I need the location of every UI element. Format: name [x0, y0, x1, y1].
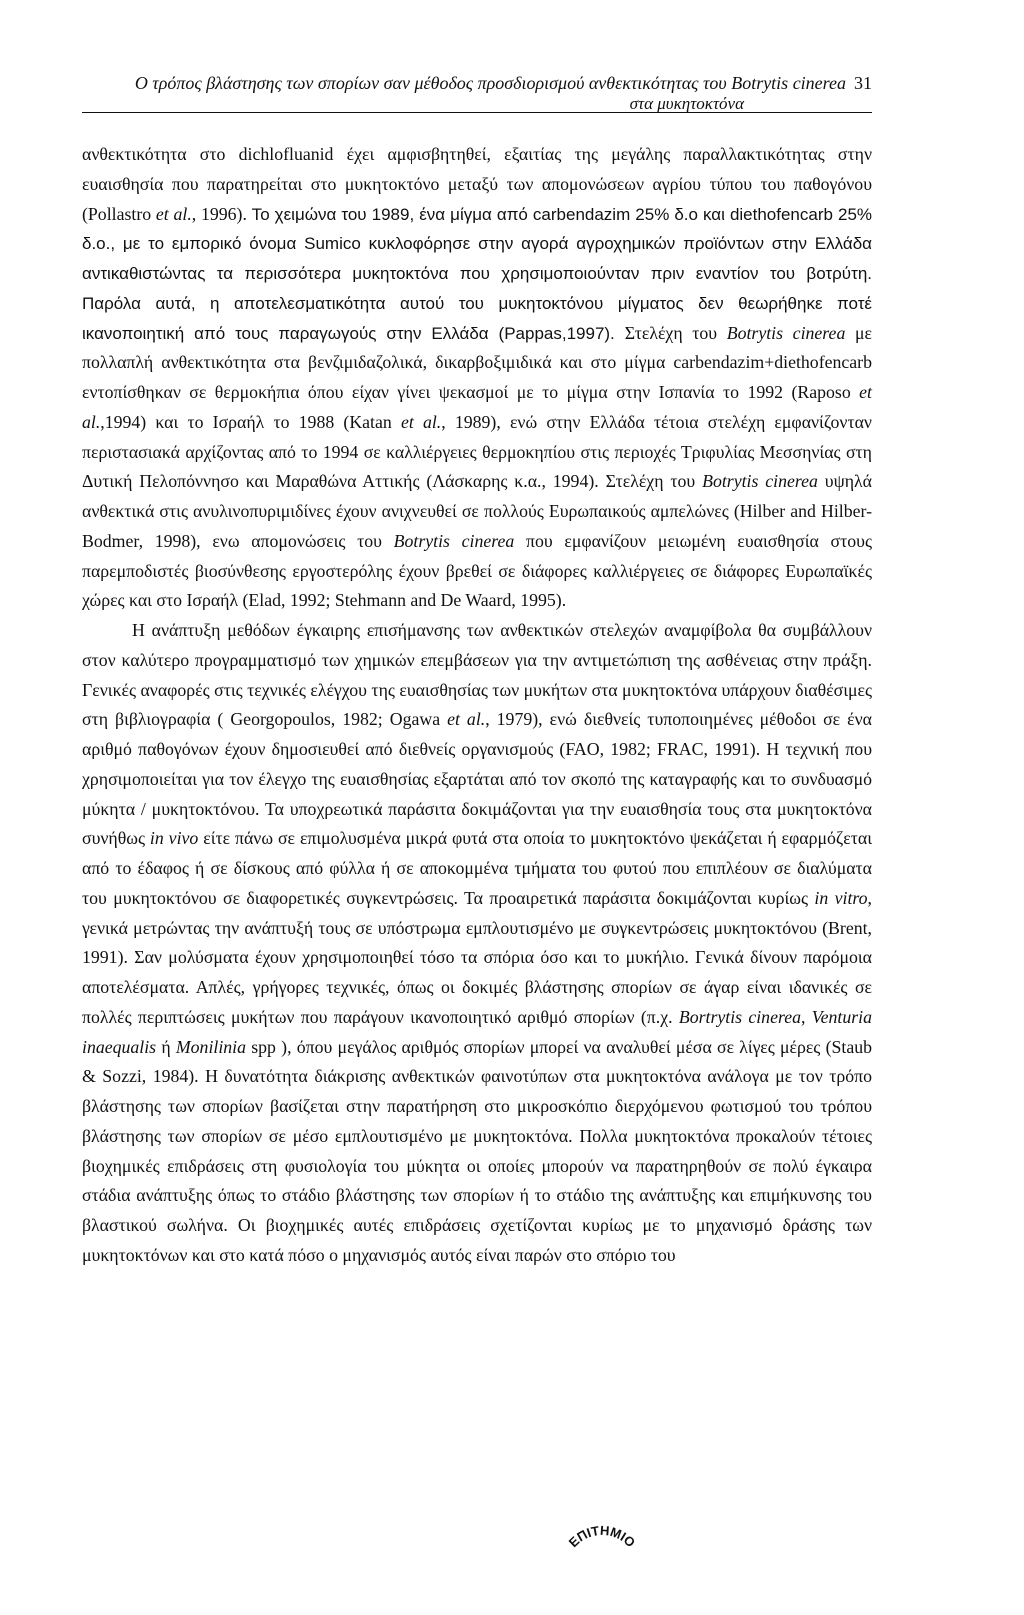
paragraph-2 [82, 616, 872, 1271]
header-rule [82, 112, 872, 113]
header-title-line1 [82, 72, 872, 94]
text-run: , 1989), ενώ στην Ελλάδα τέτοια στελέχη εμφανίζονταν περιστασιακά αρχίζοντας από το 1994 σε καλλιέργειες θερμοκηπίου στις περιοχές Τριφυλίας Μεσσηνίας στη Δυτική Πελοπόννησο και Μαραθώνα Αττικής (Λάσκαρης κ.α., 1994). Στελέχη του [82, 411, 872, 492]
text-run: Η ανάπτυξη μεθόδων έγκαιρης επισήμανσης των ανθεκτικών στελεχών αναμφίβολα θα συμβάλλουν στον καλύτερο προγραμματισμό των χημικών επεμβάσεων για την αντιμετώπιση της ασθένειας στην πράξη. Γενικές αναφορές στις τεχνικές ελέγχου της ευαισθησίας των μυκήτων στα μυκητοκτόνα υπάρχουν διαθέσιμες στη βιβλιογραφία ( Georgopoulos, 1982; Ogawa [82, 620, 873, 730]
text-run-italic: in vivo [149, 828, 199, 849]
text-run: spp ), όπου μεγάλος αριθμός σπορίων μπορεί να αναλυθεί μέσα σε λίγες μέρες (Staub & Sozzi, 1984). Η δυνατότητα διάκρισης ανθεκτικών φαινοτύπων στα μυκητοκτόνα ανάλογα με τον τρόπο βλάστησης των σπορίων βασίζεται στην παρατήρηση στο μικροσκόπιο διερχόμενου φωτισμού του τρόπου βλάστησης των σπορίων σε μέσο εμπλουτισμένο με μυκητοκτόνα. Πολλα μυκητοκτόνα προκαλούν τέτοιες βιοχημικές επιδράσεις στη φυσιολογία του μύκητα οι οποίες μπορούν να παρατηρηθούν σε πολύ έγκαιρα στάδια ανάπτυξης όπως το στάδιο βλάστησης των σπορίων ή το στάδιο της ανάπτυξης και επιμήκυνσης του βλαστικού σωλήνα. Οι βιοχημικές αυτές επιδράσεις σχετίζονται κυρίως με το μηχανισμό δράσης των μυκητοκτόνων και στο κατά πόσο ο μηχανισμός αυτός είναι παρών στο σπόριο του [82, 1036, 872, 1265]
university-seal-stamp [552, 1525, 652, 1575]
text-run: υψηλά ανθεκτικά στις ανυλινοπυριμιδίνες έχουν ανιχνευθεί σε πολλούς Ευρωπαικούς αμπελώνες (Hilber and Hilber- Bodmer, 1998), ενω απομονώσεις του [82, 471, 872, 551]
text-run: ανθεκτικότητα στο dichlofluanid έχει αμφισβητηθεί, εξαιτίας της μεγάλης παραλλακτικότητας στην ευαισθησία που παρατηρείται στο μυκητοκτόνο μεταξύ των απομονώσεων αγρίου τύπου του παθογόνου (Pollastro [82, 144, 872, 224]
text-run: με πολλαπλή ανθεκτικότητα στα βενζιμιδαζολικά, δικαρβοξιμιδικά και στο μίγμα carbendazim+diethofencarb εντοπίσθηκαν σε θερμοκήπια όπου είχαν γίνει ψεκασμοί με το μίγμα στην Ισπανία το 1992 (Raposo [82, 322, 872, 402]
running-header [82, 72, 872, 114]
text-run-italic: Monilinia [175, 1036, 246, 1057]
body-text [82, 140, 872, 1271]
text-run: ή [156, 1036, 176, 1057]
text-run: , [801, 1006, 812, 1027]
paragraph-1 [82, 140, 872, 616]
text-run-italic: Bortrytis cinerea [678, 1006, 802, 1027]
text-run-italic: et al. [400, 411, 442, 432]
seal-text: ΕΠΙΤΗΜΙΟ [565, 1525, 639, 1551]
text-run-italic: Botrytis cinerea [393, 530, 515, 551]
text-run-italic: et al. [155, 203, 192, 224]
text-run: , 1979), ενώ διεθνείς τυποποιημένες μέθοδοι σε ένα αριθμό παθογόνων έχουν δημοσιευθεί από διεθνείς οργανισμούς (FAO, 1982; FRAC, 1991). Η τεχνική που χρησιμοποιείται για τον έλεγχο της ευαισθησίας εξαρτάται από τον σκοπό της καταγραφής και το συνδυασμό μύκητα / μυκητοκτόνου. Τα υποχρεωτικά παράσιτα δοκιμάζονται για την ευαισθησία τους στα μυκητοκτόνα συνήθως [82, 709, 872, 849]
text-run-italic: Botrytis cinerea [702, 471, 818, 492]
text-run-italic: et al. [82, 382, 872, 432]
text-run-italic: Venturia inaequalis [82, 1006, 873, 1057]
text-run: ,1994) και το Ισραήλ το 1988 (Katan [100, 411, 401, 432]
text-run: που εμφανίζουν μειωμένη ευαισθησία στους παρεμποδιστές βιοσύνθεσης εργοστερόλης έχουν βρεθεί σε διάφορες καλλιέργειες σε διάφορες Ευρωπαϊκές χώρες και στο Ισραήλ (Elad, 1992; Stehmann and De Waard, 1995). [82, 530, 872, 611]
text-run: , γενικά μετρώντας την ανάπτυξή τους σε υπόστρωμα εμπλουτισμένο με συγκεντρώσεις μυκητοκτόνου (Brent, 1991). Σαν μολύσματα έχουν χρησιμοποιηθεί τόσο τα σπόρια όσο και το μυκήλιο. Γενικά δίνουν παρόμοια αποτελέσματα. Απλές, γρήγορες τεχνικές, όπως οι δοκιμές βλάστησης σπορίων σε άγαρ είναι ιδανικές σε πολλές περιπτώσεις μυκήτων που παράγουν ικανοποιητικό αριθμό σπορίων (π.χ. [82, 887, 872, 1027]
text-run-italic: et al. [447, 709, 486, 730]
header-title-line2: στα μυκητοκτόνα [629, 94, 744, 113]
document-page [82, 72, 873, 1265]
text-run-italic: in vitro [814, 887, 868, 908]
text-run: , 1996). [191, 203, 252, 224]
svg-text:ΕΠΙΤΗΜΙΟ [566, 1525, 639, 1550]
text-run-italic: Botrytis cinerea [726, 322, 846, 343]
text-run-sans: Το χειμώνα του 1989, ένα μίγμα από carbendazim 25% δ.ο και diethofencarb 25% δ.ο., με το εμπορικό όνομα Sumico κυκλοφόρησε στην αγορά αγροχημικών προϊόντων στην Ελλάδα αντικαθιστώντας τα περισσότερα μυκητοκτόνα που χρησιμοποιούνταν πριν εναντίον του βοτρύτη. Παρόλα αυτά, η αποτελεσματικότητα αυτού του μυκητοκτόνου μίγματος δεν θεωρήθηκε ποτέ ικανοποιητική από τους παραγωγούς στην Ελλάδα (Pappas,1997). [82, 204, 873, 343]
page-number: 31 [854, 73, 872, 93]
text-run: Στελέχη του [624, 322, 727, 343]
text-run: είτε πάνω σε επιμολυσμένα μικρά φυτά στα οποία το μυκητοκτόνο ψεκάζεται ή εφαρμόζεται από το έδαφος ή σε δίσκους από φύλλα ή σε αποκομμένα τμήματα του φυτού που επιπλέουν σε διαλύματα του μυκητοκτόνου σε διαφορετικές συγκεντρώσεις. Τα προαιρετικά παράσιτα δοκιμάζονται κυρίως [82, 828, 872, 908]
header-title-text: Ο τρόπος βλάστησης των σπορίων σαν μέθοδος προσδιορισμού ανθεκτικότητας του Botrytis cinerea [134, 73, 846, 93]
